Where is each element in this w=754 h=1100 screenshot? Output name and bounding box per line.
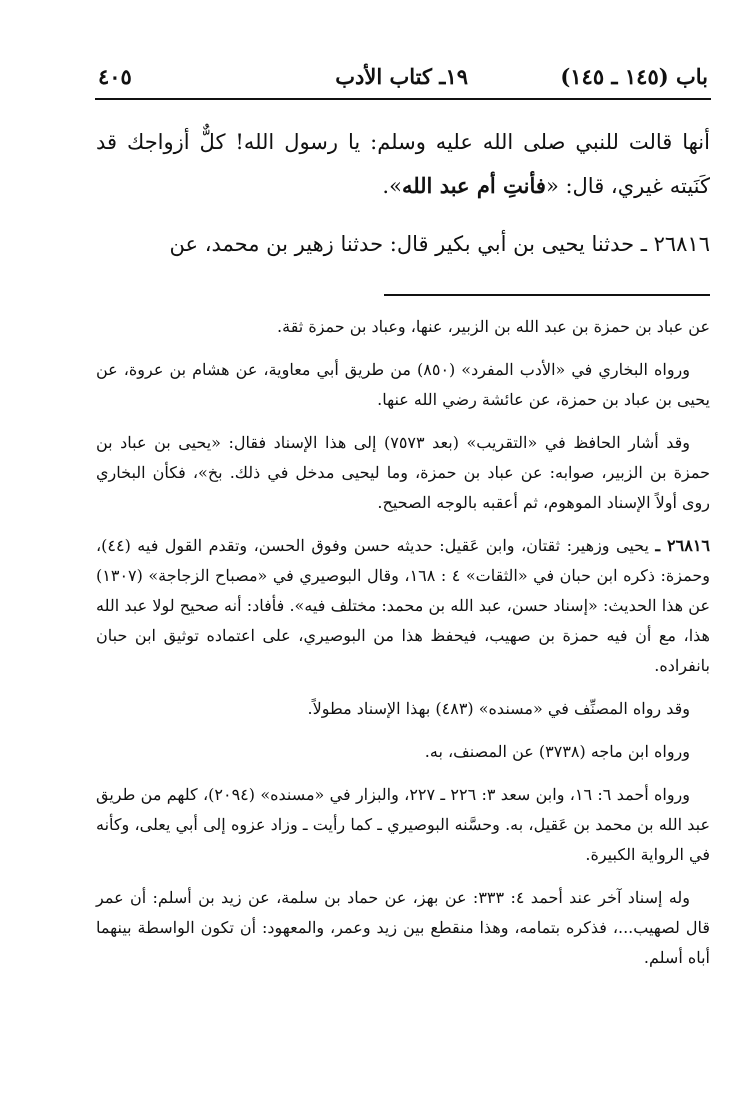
footnote-ahmad: ورواه أحمد ٦: ١٦، وابن سعد ٣: ٢٢٦ ـ ٢٢٧، والبزار في «مسنده» (٢٠٩٤)، كلهم من طريق عبد الله بن محمد بن عَقيل، به. وحسَّنه البوصيري ـ كما رأيت ـ وزاد عزوه إلى أبي يعلى، وكأنه في الرواية الكبيرة. [96,785,710,864]
footnote-ibn-majah: ورواه ابن ماجه (٣٧٣٨) عن المصنف، به. [424,742,690,761]
main-text [96,120,710,266]
footnote-number: ٢٦٨١٦ ـ [655,536,711,555]
chapter-reference: باب (١٤٥ ـ ١٤٥) [560,64,708,89]
footnote-other-isnad: وله إسناد آخر عند أحمد ٤: ٣٣٣: عن بهز، عن حماد بن سلمة، عن زيد بن أسلم: أن عمر قال لصهيب...، فذكره بتمامه، وهذا منقطع بين زيد وعمر، والمعهود: أن تكون الواسطة بينهما أباه أسلم. [96,888,710,967]
footnotes [96,312,710,986]
footnote-26816 [96,531,710,681]
main-paragraph-1-text: أنها قالت للنبي صلى الله عليه وسلم: يا رسول الله! كلٌّ أزواجك قد كَنَيته غيري، قال: « [96,130,710,198]
footnote-26816-text: يحيى وزهير: ثقتان، وابن عَقيل: حديثه حسن وفوق الحسن، وتقدم القول فيه (٤٤)، وحمزة: ذكره ابن حبان في «الثقات» ٤ : ١٦٨، وقال البوصيري في «مصباح الزجاجة» (١٣٠٧) عن هذا الحديث: «إسناد حسن، عبد الله بن محمد: مختلف فيه». فأفاد: أنه صحيح لولا عبد الله هذا، مع أن فيه حمزة بن صهيب، فيحفظ هذا من البوصيري، على اعتماده توثيق ابن حبان بانفراده. [96,536,710,675]
header-rule [95,98,711,100]
hadith-26816: ٢٦٨١٦ ـ حدثنا يحيى بن أبي بكير قال: حدثنا زهير بن محمد، عن [169,232,710,256]
main-paragraph-1-end: ». [382,174,402,198]
footnote-separator [384,294,710,296]
footnote-line-1: عن عباد بن حمزة بن عبد الله بن الزبير، عنها، وعباد بن حمزة ثقة. [277,317,710,336]
main-paragraph-1 [96,120,710,208]
prophet-quote: فأنتِ أم عبد الله [401,173,546,198]
footnote-musnad: وقد رواه المصنِّف في «مسنده» (٤٨٣) بهذا الإسناد مطولاً. [307,699,690,718]
book-title: ١٩ـ كتاب الأدب [335,64,468,89]
footnote-bukhari-adab: ورواه البخاري في «الأدب المفرد» (٨٥٠) من طريق أبي معاوية، عن هشام بن عروة، عن يحيى بن عباد بن حمزة، عن عائشة رضي الله عنها. [96,360,710,409]
footnote-taqrib: وقد أشار الحافظ في «التقريب» (بعد ٧٥٧٣) إلى هذا الإسناد فقال: «يحيى بن عباد بن حمزة بن الزبير، صوابه: عن عباد بن حمزة، وما ليحيى مدخل في ذلك. بخ»، فكأن البخاري روى أولاً الإسناد الموهوم، ثم أعقبه بالوجه الصحيح. [96,433,710,512]
page-number: ٤٠٥ [98,64,132,89]
running-header [98,64,708,94]
